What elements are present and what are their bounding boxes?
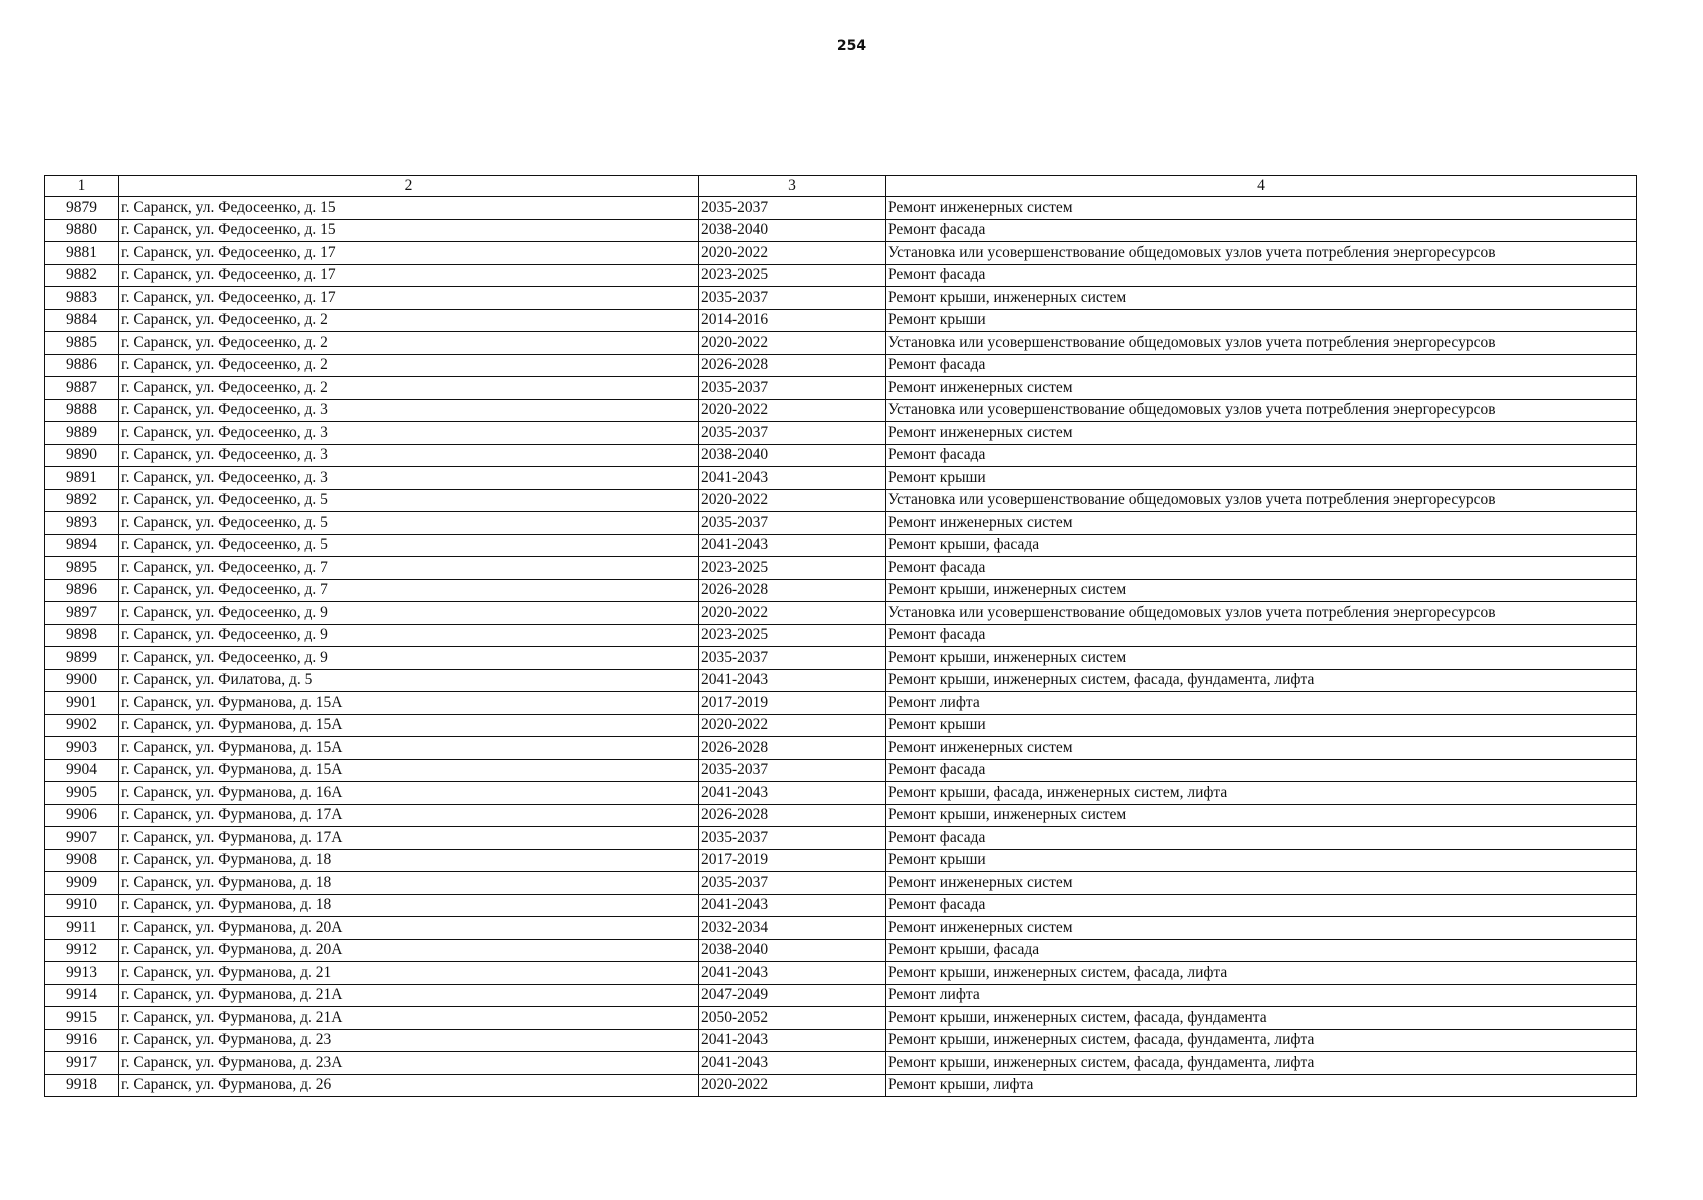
address-cell: г. Саранск, ул. Федосеенко, д. 5 (119, 534, 699, 557)
row-number-cell: 9898 (45, 624, 119, 647)
period-cell: 2041-2043 (699, 669, 886, 692)
table-row (45, 669, 1637, 692)
address-cell: г. Саранск, ул. Федосеенко, д. 3 (119, 467, 699, 490)
address-cell: г. Саранск, ул. Федосеенко, д. 15 (119, 219, 699, 242)
table-row (45, 1074, 1637, 1097)
address-cell: г. Саранск, ул. Федосеенко, д. 17 (119, 287, 699, 310)
address-cell: г. Саранск, ул. Фурманова, д. 18 (119, 894, 699, 917)
period-cell: 2020-2022 (699, 1074, 886, 1097)
table-row (45, 849, 1637, 872)
address-cell: г. Саранск, ул. Фурманова, д. 21А (119, 984, 699, 1007)
address-cell: г. Саранск, ул. Федосеенко, д. 15 (119, 197, 699, 220)
work-type-cell: Ремонт крыши, инженерных систем, фасада, фундамента, лифта (886, 1029, 1637, 1052)
period-cell: 2041-2043 (699, 894, 886, 917)
table-row (45, 489, 1637, 512)
page-number: 254 (836, 38, 867, 54)
period-cell: 2023-2025 (699, 264, 886, 287)
work-type-cell: Ремонт крыши (886, 309, 1637, 332)
row-number-cell: 9890 (45, 444, 119, 467)
table-row (45, 309, 1637, 332)
address-cell: г. Саранск, ул. Фурманова, д. 23А (119, 1052, 699, 1075)
table-row (45, 962, 1637, 985)
address-cell: г. Саранск, ул. Фурманова, д. 16А (119, 782, 699, 805)
period-cell: 2017-2019 (699, 692, 886, 715)
column-header: 3 (699, 176, 886, 197)
row-number-cell: 9903 (45, 737, 119, 760)
work-type-cell: Ремонт инженерных систем (886, 377, 1637, 400)
period-cell: 2050-2052 (699, 1007, 886, 1030)
work-type-cell: Установка или усовершенствование общедомовых узлов учета потребления энергоресурсов (886, 332, 1637, 355)
period-cell: 2041-2043 (699, 1029, 886, 1052)
table-row (45, 197, 1637, 220)
row-number-cell: 9905 (45, 782, 119, 805)
address-cell: г. Саранск, ул. Федосеенко, д. 2 (119, 309, 699, 332)
period-cell: 2020-2022 (699, 489, 886, 512)
table-row (45, 782, 1637, 805)
row-number-cell: 9902 (45, 714, 119, 737)
period-cell: 2035-2037 (699, 287, 886, 310)
address-cell: г. Саранск, ул. Филатова, д. 5 (119, 669, 699, 692)
work-type-cell: Ремонт крыши (886, 849, 1637, 872)
address-cell: г. Саранск, ул. Фурманова, д. 15А (119, 692, 699, 715)
table-body (45, 197, 1637, 1097)
table-row (45, 557, 1637, 580)
table-row (45, 1029, 1637, 1052)
row-number-cell: 9900 (45, 669, 119, 692)
address-cell: г. Саранск, ул. Фурманова, д. 17А (119, 827, 699, 850)
work-type-cell: Ремонт крыши, инженерных систем, фасада, фундамента, лифта (886, 1052, 1637, 1075)
work-type-cell: Ремонт инженерных систем (886, 512, 1637, 535)
row-number-cell: 9881 (45, 242, 119, 265)
period-cell: 2041-2043 (699, 1052, 886, 1075)
row-number-cell: 9914 (45, 984, 119, 1007)
row-number-cell: 9904 (45, 759, 119, 782)
work-type-cell: Ремонт фасада (886, 219, 1637, 242)
period-cell: 2035-2037 (699, 647, 886, 670)
work-type-cell: Ремонт фасада (886, 894, 1637, 917)
period-cell: 2035-2037 (699, 759, 886, 782)
table-row (45, 647, 1637, 670)
period-cell: 2026-2028 (699, 737, 886, 760)
work-type-cell: Ремонт крыши, инженерных систем (886, 579, 1637, 602)
address-cell: г. Саранск, ул. Фурманова, д. 23 (119, 1029, 699, 1052)
period-cell: 2035-2037 (699, 512, 886, 535)
table-row (45, 219, 1637, 242)
column-header: 2 (119, 176, 699, 197)
table-row (45, 534, 1637, 557)
work-type-cell: Ремонт крыши, лифта (886, 1074, 1637, 1097)
period-cell: 2041-2043 (699, 782, 886, 805)
table-row (45, 714, 1637, 737)
table-row (45, 894, 1637, 917)
address-cell: г. Саранск, ул. Федосеенко, д. 9 (119, 602, 699, 625)
table-row (45, 467, 1637, 490)
table-row (45, 287, 1637, 310)
work-type-cell: Ремонт фасада (886, 827, 1637, 850)
address-cell: г. Саранск, ул. Фурманова, д. 15А (119, 714, 699, 737)
work-type-cell: Ремонт крыши (886, 467, 1637, 490)
table-row (45, 579, 1637, 602)
table-row (45, 399, 1637, 422)
row-number-cell: 9882 (45, 264, 119, 287)
address-cell: г. Саранск, ул. Фурманова, д. 20А (119, 939, 699, 962)
period-cell: 2041-2043 (699, 534, 886, 557)
address-cell: г. Саранск, ул. Федосеенко, д. 17 (119, 242, 699, 265)
address-cell: г. Саранск, ул. Федосеенко, д. 17 (119, 264, 699, 287)
table-header-row (45, 176, 1637, 197)
work-type-cell: Ремонт инженерных систем (886, 422, 1637, 445)
table-row (45, 512, 1637, 535)
table-row (45, 984, 1637, 1007)
work-type-cell: Ремонт крыши, фасада (886, 939, 1637, 962)
row-number-cell: 9896 (45, 579, 119, 602)
row-number-cell: 9891 (45, 467, 119, 490)
address-cell: г. Саранск, ул. Фурманова, д. 17А (119, 804, 699, 827)
table-row (45, 939, 1637, 962)
row-number-cell: 9907 (45, 827, 119, 850)
work-type-cell: Ремонт инженерных систем (886, 872, 1637, 895)
row-number-cell: 9915 (45, 1007, 119, 1030)
table-row (45, 759, 1637, 782)
period-cell: 2038-2040 (699, 219, 886, 242)
period-cell: 2038-2040 (699, 939, 886, 962)
address-cell: г. Саранск, ул. Фурманова, д. 26 (119, 1074, 699, 1097)
table-row (45, 332, 1637, 355)
table-row (45, 264, 1637, 287)
row-number-cell: 9916 (45, 1029, 119, 1052)
work-type-cell: Ремонт крыши, инженерных систем (886, 804, 1637, 827)
row-number-cell: 9886 (45, 354, 119, 377)
period-cell: 2026-2028 (699, 804, 886, 827)
work-type-cell: Ремонт крыши, инженерных систем, фасада, фундамента (886, 1007, 1637, 1030)
address-cell: г. Саранск, ул. Федосеенко, д. 7 (119, 579, 699, 602)
row-number-cell: 9883 (45, 287, 119, 310)
row-number-cell: 9885 (45, 332, 119, 355)
work-type-cell: Ремонт фасада (886, 264, 1637, 287)
address-cell: г. Саранск, ул. Фурманова, д. 15А (119, 759, 699, 782)
row-number-cell: 9893 (45, 512, 119, 535)
period-cell: 2035-2037 (699, 377, 886, 400)
period-cell: 2038-2040 (699, 444, 886, 467)
period-cell: 2017-2019 (699, 849, 886, 872)
work-type-cell: Установка или усовершенствование общедомовых узлов учета потребления энергоресурсов (886, 242, 1637, 265)
period-cell: 2014-2016 (699, 309, 886, 332)
row-number-cell: 9906 (45, 804, 119, 827)
address-cell: г. Саранск, ул. Федосеенко, д. 5 (119, 512, 699, 535)
row-number-cell: 9901 (45, 692, 119, 715)
period-cell: 2035-2037 (699, 197, 886, 220)
table-row (45, 242, 1637, 265)
address-cell: г. Саранск, ул. Федосеенко, д. 3 (119, 399, 699, 422)
row-number-cell: 9909 (45, 872, 119, 895)
period-cell: 2041-2043 (699, 962, 886, 985)
column-header: 4 (886, 176, 1637, 197)
address-cell: г. Саранск, ул. Федосеенко, д. 2 (119, 332, 699, 355)
table-row (45, 377, 1637, 400)
address-cell: г. Саранск, ул. Федосеенко, д. 2 (119, 377, 699, 400)
period-cell: 2020-2022 (699, 332, 886, 355)
period-cell: 2041-2043 (699, 467, 886, 490)
table-row (45, 804, 1637, 827)
period-cell: 2032-2034 (699, 917, 886, 940)
table-row (45, 737, 1637, 760)
row-number-cell: 9912 (45, 939, 119, 962)
address-cell: г. Саранск, ул. Федосеенко, д. 9 (119, 624, 699, 647)
work-type-cell: Ремонт лифта (886, 692, 1637, 715)
row-number-cell: 9888 (45, 399, 119, 422)
row-number-cell: 9889 (45, 422, 119, 445)
address-cell: г. Саранск, ул. Фурманова, д. 21А (119, 1007, 699, 1030)
address-cell: г. Саранск, ул. Федосеенко, д. 9 (119, 647, 699, 670)
row-number-cell: 9897 (45, 602, 119, 625)
work-type-cell: Установка или усовершенствование общедомовых узлов учета потребления энергоресурсов (886, 399, 1637, 422)
period-cell: 2023-2025 (699, 557, 886, 580)
address-cell: г. Саранск, ул. Фурманова, д. 21 (119, 962, 699, 985)
table-row (45, 624, 1637, 647)
period-cell: 2026-2028 (699, 579, 886, 602)
address-cell: г. Саранск, ул. Федосеенко, д. 3 (119, 444, 699, 467)
address-cell: г. Саранск, ул. Федосеенко, д. 5 (119, 489, 699, 512)
column-header: 1 (45, 176, 119, 197)
table-row (45, 422, 1637, 445)
work-type-cell: Ремонт фасада (886, 624, 1637, 647)
period-cell: 2035-2037 (699, 872, 886, 895)
work-type-cell: Ремонт инженерных систем (886, 197, 1637, 220)
work-type-cell: Ремонт инженерных систем (886, 917, 1637, 940)
row-number-cell: 9917 (45, 1052, 119, 1075)
work-type-cell: Ремонт фасада (886, 444, 1637, 467)
row-number-cell: 9880 (45, 219, 119, 242)
table-row (45, 827, 1637, 850)
address-cell: г. Саранск, ул. Фурманова, д. 18 (119, 872, 699, 895)
work-type-cell: Ремонт крыши (886, 714, 1637, 737)
work-type-cell: Ремонт крыши, фасада (886, 534, 1637, 557)
table-row (45, 917, 1637, 940)
row-number-cell: 9910 (45, 894, 119, 917)
work-type-cell: Ремонт инженерных систем (886, 737, 1637, 760)
period-cell: 2020-2022 (699, 602, 886, 625)
row-number-cell: 9895 (45, 557, 119, 580)
work-type-cell: Ремонт крыши, инженерных систем, фасада, фундамента, лифта (886, 669, 1637, 692)
period-cell: 2035-2037 (699, 422, 886, 445)
period-cell: 2023-2025 (699, 624, 886, 647)
address-cell: г. Саранск, ул. Фурманова, д. 20А (119, 917, 699, 940)
work-type-cell: Установка или усовершенствование общедомовых узлов учета потребления энергоресурсов (886, 602, 1637, 625)
table-row (45, 444, 1637, 467)
work-type-cell: Ремонт фасада (886, 354, 1637, 377)
row-number-cell: 9884 (45, 309, 119, 332)
address-cell: г. Саранск, ул. Фурманова, д. 15А (119, 737, 699, 760)
period-cell: 2020-2022 (699, 242, 886, 265)
table-row (45, 354, 1637, 377)
row-number-cell: 9887 (45, 377, 119, 400)
table-row (45, 1007, 1637, 1030)
table-row (45, 872, 1637, 895)
row-number-cell: 9892 (45, 489, 119, 512)
address-cell: г. Саранск, ул. Фурманова, д. 18 (119, 849, 699, 872)
row-number-cell: 9911 (45, 917, 119, 940)
repair-schedule-table (44, 175, 1637, 1097)
row-number-cell: 9918 (45, 1074, 119, 1097)
row-number-cell: 9913 (45, 962, 119, 985)
period-cell: 2020-2022 (699, 714, 886, 737)
row-number-cell: 9879 (45, 197, 119, 220)
table-row (45, 692, 1637, 715)
work-type-cell: Ремонт фасада (886, 557, 1637, 580)
address-cell: г. Саранск, ул. Федосеенко, д. 7 (119, 557, 699, 580)
work-type-cell: Ремонт лифта (886, 984, 1637, 1007)
row-number-cell: 9894 (45, 534, 119, 557)
work-type-cell: Ремонт крыши, инженерных систем (886, 647, 1637, 670)
table-row (45, 602, 1637, 625)
row-number-cell: 9908 (45, 849, 119, 872)
period-cell: 2035-2037 (699, 827, 886, 850)
work-type-cell: Ремонт крыши, инженерных систем, фасада, лифта (886, 962, 1637, 985)
period-cell: 2020-2022 (699, 399, 886, 422)
period-cell: 2026-2028 (699, 354, 886, 377)
work-type-cell: Ремонт фасада (886, 759, 1637, 782)
address-cell: г. Саранск, ул. Федосеенко, д. 3 (119, 422, 699, 445)
row-number-cell: 9899 (45, 647, 119, 670)
address-cell: г. Саранск, ул. Федосеенко, д. 2 (119, 354, 699, 377)
work-type-cell: Ремонт крыши, инженерных систем (886, 287, 1637, 310)
period-cell: 2047-2049 (699, 984, 886, 1007)
work-type-cell: Установка или усовершенствование общедомовых узлов учета потребления энергоресурсов (886, 489, 1637, 512)
table-row (45, 1052, 1637, 1075)
work-type-cell: Ремонт крыши, фасада, инженерных систем, лифта (886, 782, 1637, 805)
